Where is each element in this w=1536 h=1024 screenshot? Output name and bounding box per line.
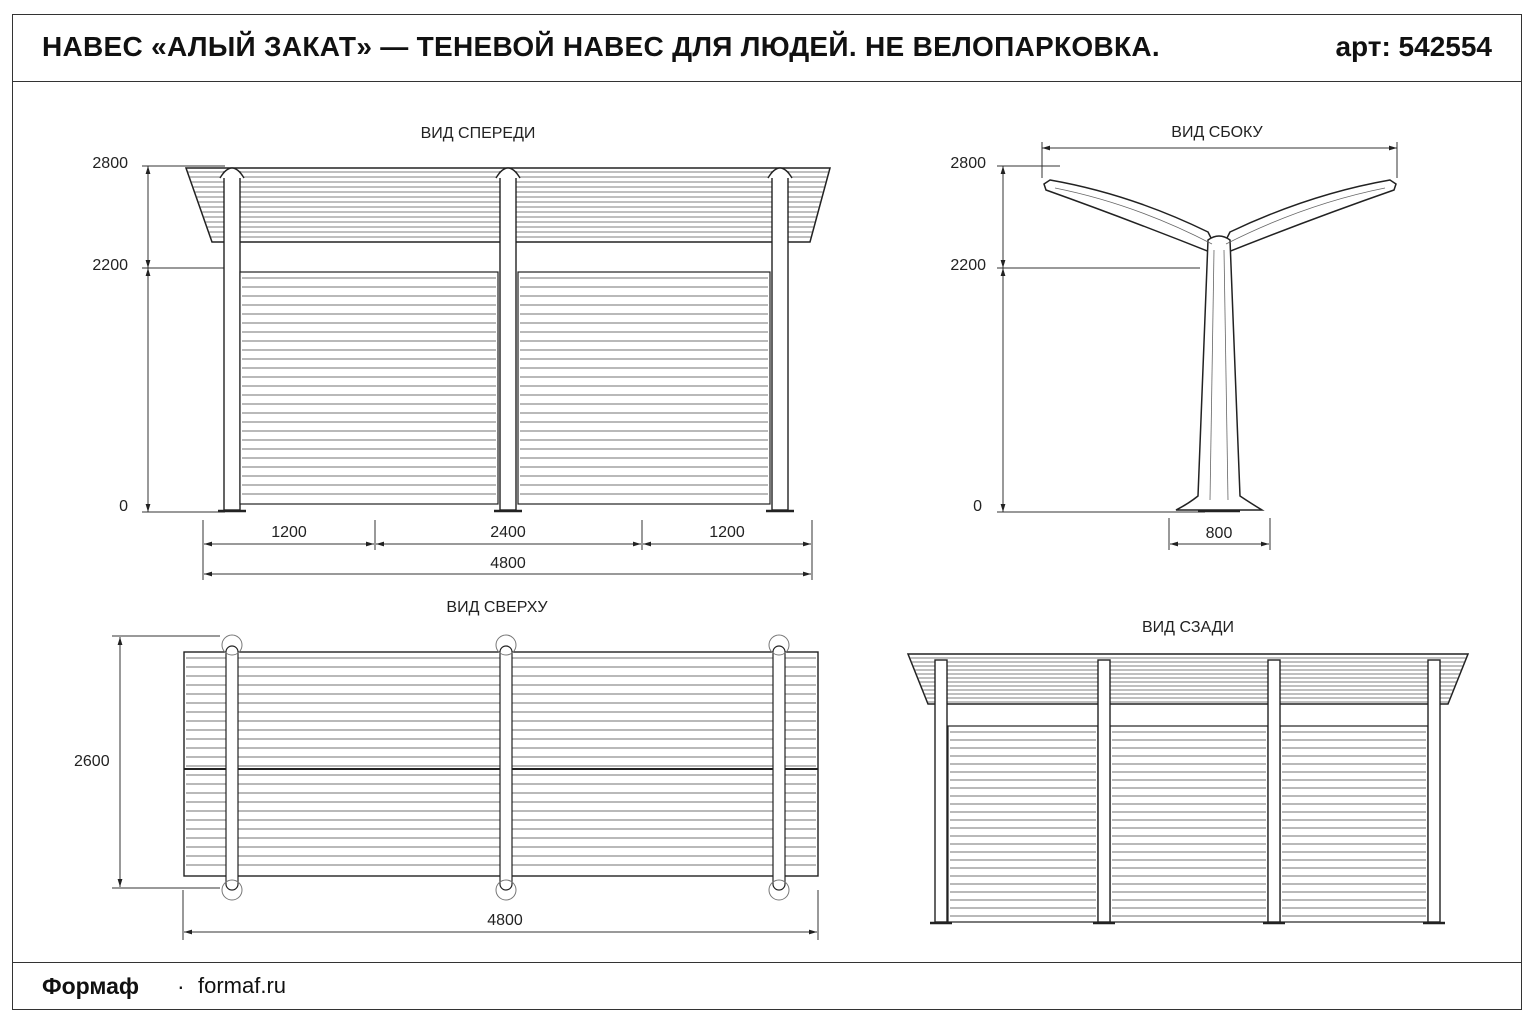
- side-view-label: ВИД СБОКУ: [1171, 124, 1263, 141]
- front-total-width: 4800: [490, 555, 526, 572]
- front-view-label: ВИД СПЕРЕДИ: [420, 125, 536, 142]
- front-width-middle: 2400: [490, 524, 526, 541]
- footer-separator: ·: [177, 973, 185, 999]
- side-support: [1044, 180, 1396, 511]
- side-base-width: 800: [1205, 525, 1233, 542]
- side-level-2200: 2200: [950, 257, 986, 274]
- top-view-label: ВИД СВЕРХУ: [446, 599, 548, 616]
- top-depth: 2600: [74, 753, 110, 770]
- footer: [12, 962, 1522, 1010]
- front-level-2800: 2800: [92, 155, 128, 172]
- website-link[interactable]: formaf.ru: [198, 973, 287, 998]
- side-level-0: 0: [973, 498, 982, 515]
- front-width-right: 1200: [709, 524, 745, 541]
- drawing-title: НАВЕС «АЛЫЙ ЗАКАТ» — ТЕНЕВОЙ НАВЕС ДЛЯ ЛЮДЕЙ. НЕ ВЕЛОПАРКОВКА.: [42, 31, 1160, 62]
- front-view: [92, 125, 830, 580]
- rear-view: [908, 619, 1468, 923]
- front-level-2200: 2200: [92, 257, 128, 274]
- article-number: арт: 542554: [1335, 31, 1492, 62]
- front-width-left: 1200: [271, 524, 307, 541]
- brand-name: Формаф: [42, 973, 140, 999]
- top-view: [74, 599, 818, 940]
- front-level-0: 0: [119, 498, 128, 515]
- rear-view-label: ВИД СЗАДИ: [1141, 619, 1235, 636]
- side-level-2800: 2800: [950, 155, 986, 172]
- side-view: [950, 124, 1397, 550]
- top-total-width: 4800: [487, 912, 523, 929]
